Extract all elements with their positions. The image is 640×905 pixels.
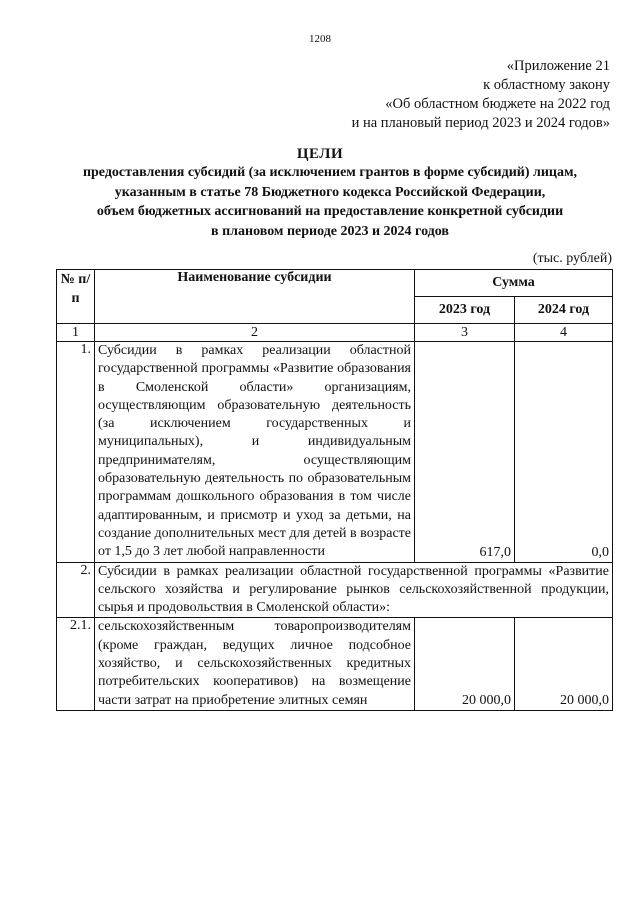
row-name: сельскохозяйственным товаропроизводителям (кроме граждан, ведущих личное подсобное хозяйство, и сельскохозяйственных кредитных потребительских кооперативов) на возмещение части затрат на приобретение элитных семян — [95, 618, 415, 710]
document-title: ЦЕЛИ — [296, 146, 344, 162]
row-number: 2.1. — [57, 618, 95, 710]
appendix-line: «Об областном бюджете на 2022 год — [385, 96, 610, 112]
column-index: 3 — [415, 324, 515, 342]
column-index: 4 — [515, 324, 613, 342]
table-row — [57, 618, 613, 710]
row-name: Субсидии в рамках реализации областной государственной программы «Развитие образования в Смоленской области» организациям, осуществляющим образовательную деятельность (за исключением государственных и муниципальных), и индивидуальным предпринимателям, осуществляющим образовательную деятельность по образовательным программам дошкольного образования в том числе адаптированным, и присмотр и уход за детьми, на создание дополнительных мест для детей в возрасте от 1,5 до 3 лет любой направленности — [95, 342, 415, 563]
header-year-2024: 2024 год — [515, 297, 613, 324]
page-number: 1208 — [309, 33, 331, 45]
appendix-line: к областному закону — [483, 77, 610, 93]
subtitle-line: указанным в статье 78 Бюджетного кодекса Российской Федерации, — [114, 184, 546, 200]
appendix-line: и на плановый период 2023 и 2024 годов» — [351, 115, 610, 131]
column-index-row — [57, 324, 613, 342]
row-amount-2024: 20 000,0 — [515, 618, 613, 710]
column-index: 1 — [57, 324, 95, 342]
units-note: (тыс. рублей) — [532, 251, 612, 266]
subtitle-line: предоставления субсидий (за исключением грантов в форме субсидий) лицам, — [82, 165, 578, 180]
appendix-line: «Приложение 21 — [506, 58, 610, 74]
table-header-row — [57, 270, 613, 297]
row-number: 2. — [57, 562, 95, 618]
row-amount-2023: 617,0 — [415, 342, 515, 563]
table-row — [57, 562, 613, 618]
subtitle-line: объем бюджетных ассигнований на предоставление конкретной субсидии — [96, 204, 564, 219]
row-number: 1. — [57, 342, 95, 563]
header-sum: Сумма — [415, 270, 613, 297]
appendix-header — [352, 57, 610, 133]
table-row — [57, 342, 613, 563]
header-name: Наименование субсидии — [95, 270, 415, 324]
header-number: № п/п — [57, 270, 95, 324]
subsidies-table — [56, 269, 613, 711]
subtitle-line: в плановом периоде 2023 и 2024 годов — [211, 223, 449, 239]
header-year-2023: 2023 год — [415, 297, 515, 324]
row-amount-2024: 0,0 — [515, 342, 613, 563]
column-index: 2 — [95, 324, 415, 342]
row-amount-2023: 20 000,0 — [415, 618, 515, 710]
row-name: Субсидии в рамках реализации областной государственной программы «Развитие сельского хозяйства и регулирование рынков сельскохозяйственной продукции, сырья и продовольствия в Смоленской области»: — [95, 562, 613, 618]
document-subtitle — [40, 163, 620, 241]
